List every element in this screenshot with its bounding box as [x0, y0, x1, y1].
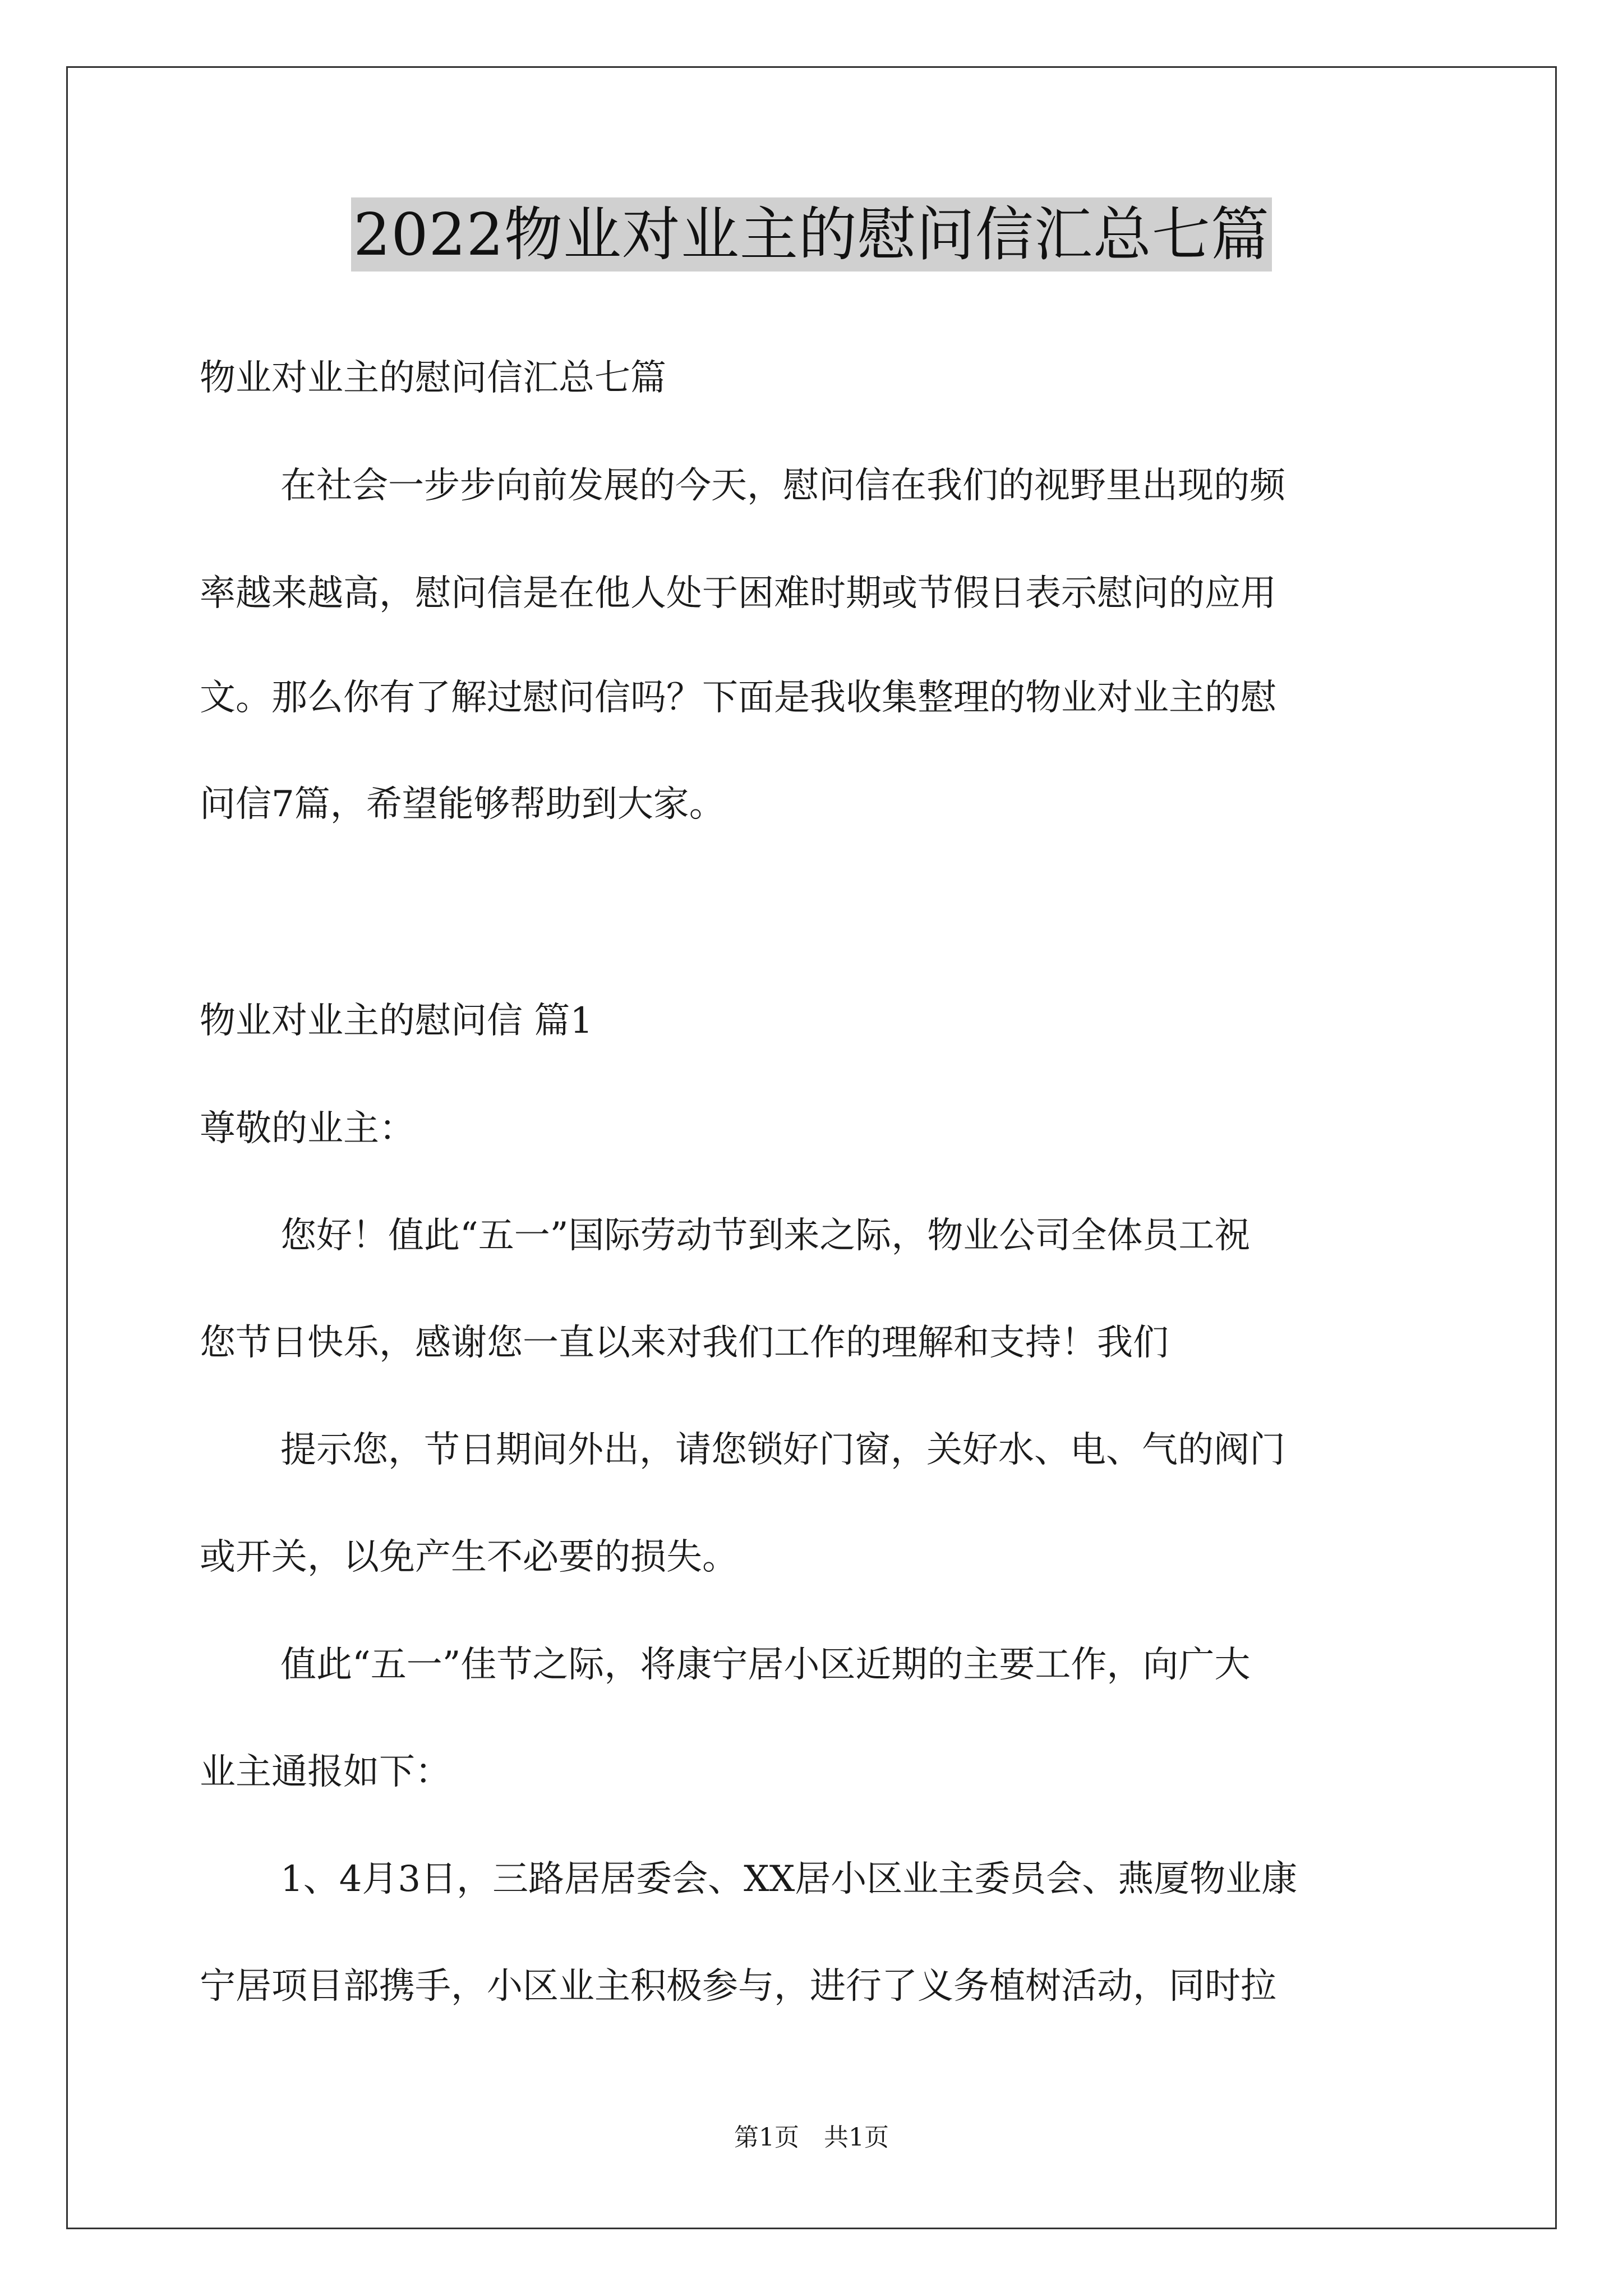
body-line-2: 您节日快乐，感谢您一直以来对我们工作的理解和支持！我们 [200, 1322, 1169, 1364]
intro-line-3: 文。那么你有了解过慰问信吗？下面是我收集整理的物业对业主的慰 [200, 677, 1276, 719]
section-heading: 物业对业主的慰问信 篇1 [200, 1000, 593, 1042]
body-line-4: 或开关，以免产生不必要的损失。 [200, 1536, 738, 1578]
page-number-current: 第1页 [734, 2123, 799, 2152]
page-number-total: 共1页 [824, 2123, 889, 2152]
title-container [0, 197, 1623, 272]
intro-line-2: 率越来越高，慰问信是在他人处于困难时期或节假日表示慰问的应用 [200, 573, 1276, 614]
body-line-1: 您好！值此“五一”国际劳动节到来之际，物业公司全体员工祝 [280, 1215, 1251, 1257]
body-line-7: 1、4月3日，三路居居委会、XX居小区业主委员会、燕厦物业康 [280, 1858, 1298, 1900]
salutation: 尊敬的业主： [200, 1108, 415, 1149]
body-line-5: 值此“五一”佳节之际，将康宁居小区近期的主要工作，向广大 [280, 1644, 1251, 1686]
page-footer [0, 2122, 1623, 2154]
body-line-3: 提示您，节日期间外出，请您锁好门窗，关好水、电、气的阀门 [280, 1429, 1285, 1471]
body-line-8: 宁居项目部携手，小区业主积极参与，进行了义务植树活动，同时拉 [200, 1966, 1276, 2007]
intro-line-4: 问信7篇，希望能够帮助到大家。 [200, 784, 725, 825]
subtitle-line: 物业对业主的慰问信汇总七篇 [200, 357, 666, 399]
document-title: 2022物业对业主的慰问信汇总七篇 [351, 197, 1272, 272]
body-line-6: 业主通报如下： [200, 1751, 451, 1793]
intro-line-1: 在社会一步步向前发展的今天，慰问信在我们的视野里出现的频 [280, 465, 1285, 507]
